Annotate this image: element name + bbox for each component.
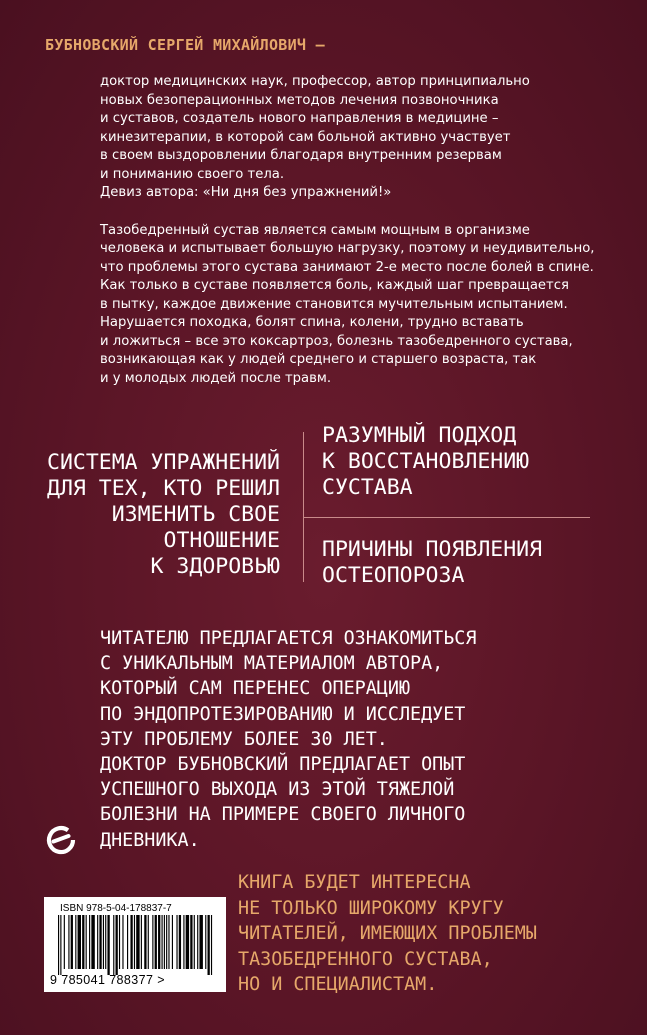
barcode-digits: 9 785041 788377 > xyxy=(50,973,165,987)
feature-osteoporosis-causes: ПРИЧИНЫ ПОЯВЛЕНИЯ ОСТЕОПОРОЗА xyxy=(322,537,543,588)
barcode-bar xyxy=(205,915,206,969)
barcode-bar xyxy=(168,915,169,969)
barcode-bar xyxy=(134,915,135,969)
barcode-bar xyxy=(186,915,189,969)
feature-recovery-approach: РАЗУМНЫЙ ПОДХОД К ВОССТАНОВЛЕНИЮ СУСТАВА xyxy=(322,423,530,500)
barcode-bar xyxy=(60,915,61,975)
barcode-bar xyxy=(107,915,109,975)
author-heading: БУБНОВСКИЙ СЕРГЕЙ МИХАЙЛОВИЧ – xyxy=(45,36,325,54)
audience-text: КНИГА БУДЕТ ИНТЕРЕСНА НЕ ТОЛЬКО ШИРОКОМУ КРУГУ ЧИТАТЕЛЕЙ, ИМЕЮЩИХ ПРОБЛЕМЫ ТАЗОБЕДРЕННОГО СУСТАВА, НО И СПЕЦИАЛИСТАМ. xyxy=(238,872,537,996)
barcode-bar xyxy=(144,915,146,969)
barcode-bar xyxy=(64,915,65,969)
barcode-bar xyxy=(183,915,184,969)
barcode-bar xyxy=(164,915,165,969)
barcode-bar xyxy=(91,915,94,969)
barcode-bar xyxy=(190,915,192,969)
barcode-bar xyxy=(208,915,210,975)
isbn-label: ISBN 978-5-04-178837-7 xyxy=(60,903,172,914)
barcode-bar xyxy=(99,915,101,969)
author-motto: Девиз автора: «Ни дня без упражнений!» xyxy=(100,185,392,200)
barcode-bar xyxy=(86,915,87,969)
barcode-bar xyxy=(197,915,198,969)
barcode-bar xyxy=(155,915,157,969)
barcode-bar xyxy=(71,915,73,969)
isbn-barcode xyxy=(44,897,226,992)
barcode-bar xyxy=(179,915,181,969)
barcode-bar xyxy=(97,915,98,969)
barcode-bar xyxy=(152,915,153,969)
barcode-bar xyxy=(141,915,142,969)
feature-divider-vertical xyxy=(303,432,304,582)
barcode-bar xyxy=(58,915,59,975)
barcode-bar xyxy=(172,915,173,969)
barcode-bar xyxy=(162,915,163,969)
barcode-bar xyxy=(158,915,160,969)
barcode-bar xyxy=(103,915,104,969)
book-description: Тазобедренный сустав является самым мощным в организме человека и испытывает большую нагрузку, поэтому и неудивительно, что проблемы этого сустава занимают 2-е место после болей в спине. Как только в суставе появляется боль, каждый шаг превращается в пытку, каждое движение становится мучительным испытанием. Нарушается походка, болят спина, колени, трудно вставать и ложиться – все это коксартроз, болезнь тазобедренного сустава, возникающая как у людей среднего и старшего возраста, так и у молодых людей после травм. xyxy=(100,222,595,386)
barcode-bar xyxy=(176,915,177,969)
barcode-bar xyxy=(105,915,106,969)
barcode-bar xyxy=(75,915,76,969)
barcode-bar xyxy=(199,915,202,969)
barcode-bar xyxy=(136,915,139,969)
barcode-bar xyxy=(68,915,69,969)
barcode-bar xyxy=(113,915,114,975)
barcode-bar xyxy=(166,915,167,969)
barcode-bar xyxy=(89,915,90,969)
barcode-bar xyxy=(127,915,128,969)
barcode-bar xyxy=(82,915,84,969)
barcode-bar xyxy=(116,915,118,975)
bio-paragraph: доктор медицинских наук, профессор, автор принципиально новых безоперационных методов лечения позвоночника и суставов, создатель нового направления в медицине – кинезитерапии, в которой сам больной активно участвует в своем выздоровлении благодаря внутренним резервам и пониманию своего тела. xyxy=(100,74,530,182)
barcode-bars xyxy=(52,915,218,975)
feature-exercise-system: СИСТЕМА УПРАЖНЕНИЙ ДЛЯ ТЕХ, КТО РЕШИЛ ИЗМЕНИТЬ СВОЕ ОТНОШЕНИЕ К ЗДОРОВЬЮ xyxy=(47,450,280,579)
barcode-bar xyxy=(148,915,149,969)
barcode-bar xyxy=(122,915,123,969)
barcode-bar xyxy=(78,915,81,969)
author-bio xyxy=(100,73,620,388)
eksmo-logo-icon xyxy=(44,823,78,857)
barcode-bar xyxy=(130,915,132,969)
feature-divider-horizontal xyxy=(303,517,590,518)
barcode-bar xyxy=(119,915,120,969)
reader-offer-text: ЧИТАТЕЛЮ ПРЕДЛАГАЕТСЯ ОЗНАКОМИТЬСЯ С УНИКАЛЬНЫМ МАТЕРИАЛОМ АВТОРА, КОТОРЫЙ САМ ПЕРЕНЕС ОПЕРАЦИЮ ПО ЭНДОПРОТЕЗИРОВАНИЮ И ИССЛЕДУЕТ ЭТУ ПРОБЛЕМУ БОЛЕЕ 30 ЛЕТ. ДОКТОР БУБНОВСКИЙ ПРЕДЛАГАЕТ ОПЫТ УСПЕШНОГО ВЫХОДА ИЗ ЭТОЙ ТЯЖЕЛОЙ БОЛЕЗНИ НА ПРИМЕРЕ СВОЕГО ЛИЧНОГО ДНЕВНИКА. xyxy=(100,628,477,851)
barcode-bar xyxy=(194,915,195,969)
barcode-bar xyxy=(211,915,212,975)
